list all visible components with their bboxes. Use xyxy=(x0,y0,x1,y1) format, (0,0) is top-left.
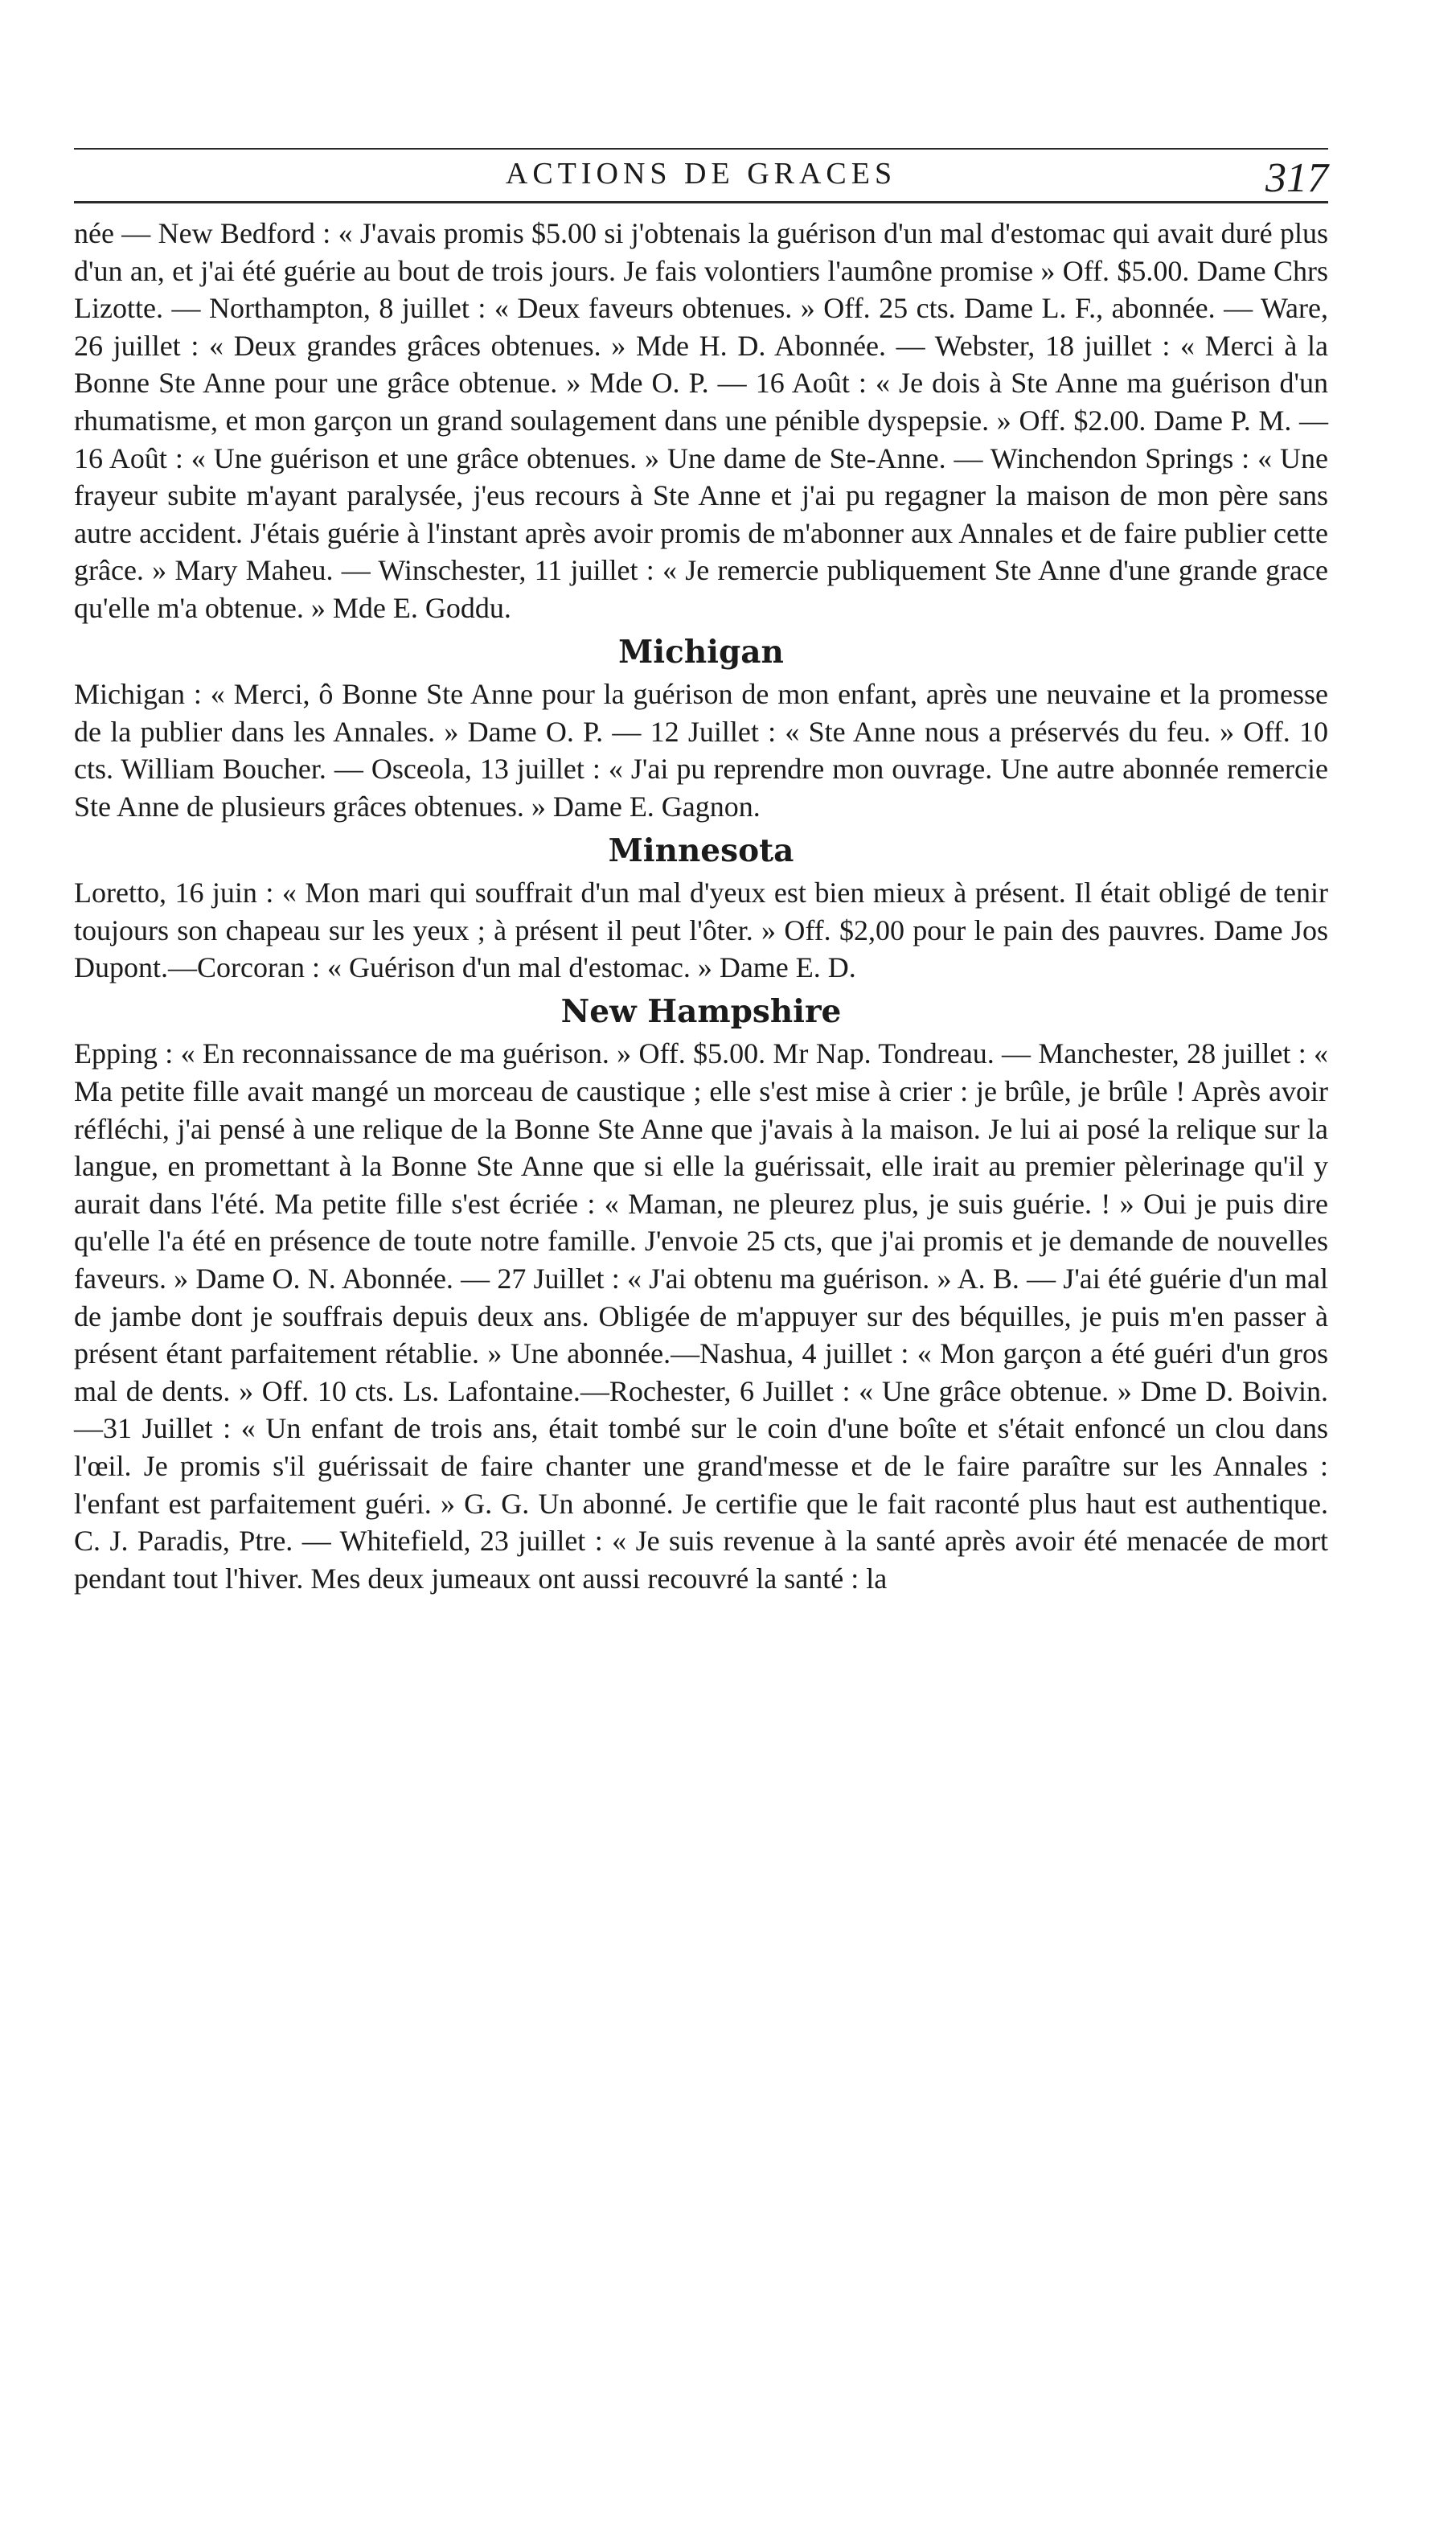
running-title: ACTIONS DE GRACES xyxy=(505,157,897,191)
new-hampshire-paragraph: Epping : « En reconnaissance de ma guérison. » Off. $5.00. Mr Nap. Tondreau. — Manchester, 28 juillet : « Ma petite fille avait mangé un morceau de caustique ; elle s'est mise à crier : je brûle, je brûle ! Après avoir réfléchi, j'ai pensé à une relique de la Bonne Ste Anne que j'avais à la maison. Je lui ai posé la relique sur la langue, en promettant à la Bonne Ste Anne que si elle la guérissait, elle irait au premier pèlerinage qu'il y aurait dans l'été. Ma petite fille s'est écriée : « Maman, ne pleurez plus, je suis guérie. ! » Oui je puis dire qu'elle l'a été en présence de toute notre famille. J'envoie 25 cts, que j'ai promis et je demande de nouvelles faveurs. » Dame O. N. Abonnée. — 27 Juillet : « J'ai obtenu ma guérison. » A. B. — J'ai été guérie d'un mal de jambe dont je souffrais depuis deux ans. Obligée de m'appuyer sur des béquilles, je puis m'en passer à présent étant parfaitement rétablie. » Une abonnée.—Nashua, 4 juillet : « Mon garçon a été guéri d'un gros mal de dents. » Off. 10 cts. Ls. Lafontaine.—Rochester, 6 Juillet : « Une grâce obtenue. » Dme D. Boivin. —31 Juillet : « Un enfant de trois ans, était tombé sur le coin d'une boîte et s'était enfoncé un clou dans l'œil. Je promis s'il guérissait de faire chanter une grand'messe et de le faire paraître sur les Annales : l'enfant est parfaitement guéri. » G. G. Un abonné. Je certifie que le fait raconté plus haut est authentique. C. J. Paradis, Ptre. — Whitefield, 23 juillet : « Je suis revenue à la santé après avoir été menacée de mort pendant tout l'hiver. Mes deux jumeaux ont aussi recouvré la santé : la xyxy=(74,1037,1328,1595)
section-heading-michigan: Michigan xyxy=(618,633,784,671)
intro-paragraph: née — New Bedford : « J'avais promis $5.00 si j'obtenais la guérison d'un mal d'estomac qui avait duré plus d'un an, et j'ai été guérie au bout de trois jours. Je fais volontiers l'aumône promise » Off. $5.00. Dame Chrs Lizotte. — Northampton, 8 juillet : « Deux faveurs obtenues. » Off. 25 cts. Dame L. F., abonnée. — Ware, 26 juillet : « Deux grandes grâces obtenues. » Mde H. D. Abonnée. — Webster, 18 juillet : « Merci à la Bonne Ste Anne pour une grâce obtenue. » Mde O. P. — 16 Août : « Je dois à Ste Anne ma guérison d'un rhumatisme, et mon garçon un grand soulagement dans une pénible dyspepsie. » Off. $2.00. Dame P. M. — 16 Août : « Une guérison et une grâce obtenues. » Une dame de Ste-Anne. — Winchendon Springs : « Une frayeur subite m'ayant paralysée, j'eus recours à Ste Anne et j'ai pu regagner la maison de mon père sans autre accident. J'étais guérie à l'instant après avoir promis de m'abonner aux Annales et de faire publier cette grâce. » Mary Maheu. — Winschester, 11 juillet : « Je remercie publiquement Ste Anne d'une grande grace qu'elle m'a obtenue. » Mde E. Goddu. xyxy=(74,217,1328,624)
page-number: 317 xyxy=(1265,155,1328,201)
document-page xyxy=(74,121,1328,1597)
page-body xyxy=(74,215,1328,1597)
section-heading-minnesota: Minnesota xyxy=(608,831,794,869)
michigan-paragraph: Michigan : « Merci, ô Bonne Ste Anne pour la guérison de mon enfant, après une neuvaine et la promesse de la publier dans les Annales. » Dame O. P. — 12 Juillet : « Ste Anne nous a préservés du feu. » Off. 10 cts. William Boucher. — Osceola, 13 juillet : « J'ai pu reprendre mon ouvrage. Une autre abonnée remercie Ste Anne de plusieurs grâces obtenues. » Dame E. Gagnon. xyxy=(74,678,1328,823)
header-rule xyxy=(74,148,1328,150)
minnesota-paragraph: Loretto, 16 juin : « Mon mari qui souffrait d'un mal d'yeux est bien mieux à présent. Il était obligé de tenir toujours son chapeau sur les yeux ; à présent il peut l'ôter. » Off. $2,00 pour le pain des pauvres. Dame Jos Dupont.—Corcoran : « Guérison d'un mal d'estomac. » Dame E. D. xyxy=(74,877,1328,984)
section-heading-new-hampshire: New Hampshire xyxy=(560,992,842,1030)
page-header xyxy=(74,121,1328,203)
